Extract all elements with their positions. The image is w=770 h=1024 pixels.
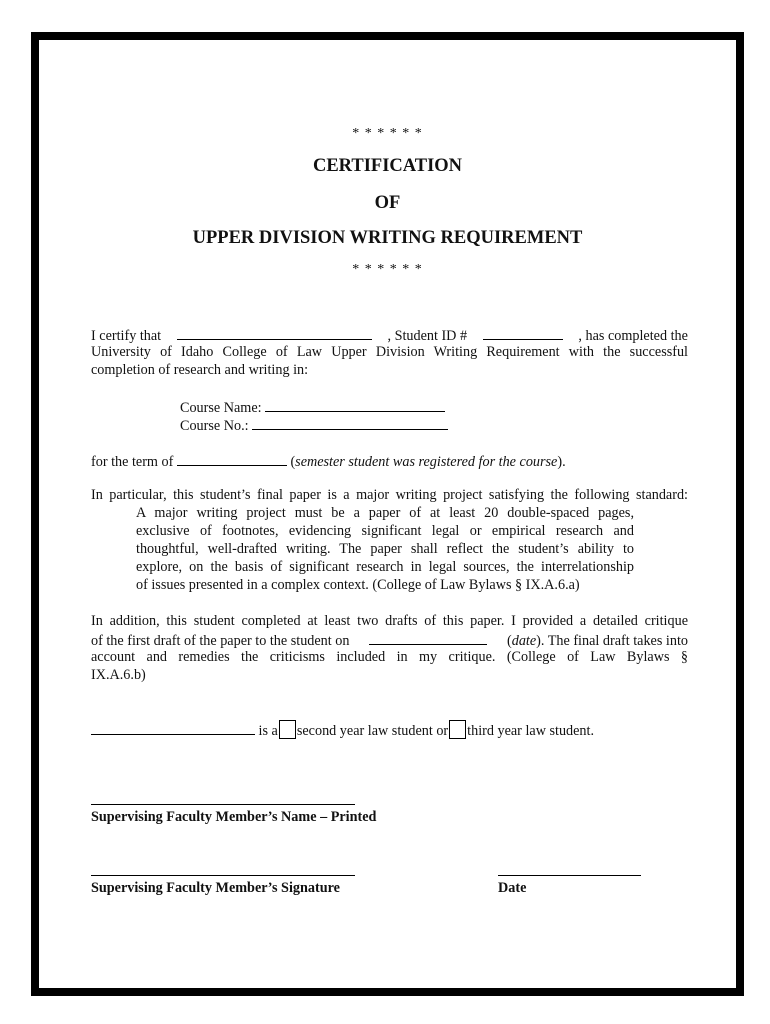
certify-line-3: completion of research and writing in: <box>91 362 309 378</box>
course-name-row <box>180 398 445 417</box>
standard-line-4: explore, on the basis of significant research in legal sources, the interrelationship <box>136 559 634 575</box>
certify-line-2: University of Idaho College of Law Upper Division Writing Requirement with the successful <box>91 344 688 360</box>
addition-line-2: of the first draft of the paper to the student on (date). The final draft takes into <box>91 633 688 649</box>
course-no-field[interactable] <box>252 416 448 430</box>
certify-text-3: , has completed the <box>578 328 688 344</box>
document-page <box>31 32 744 996</box>
addition-text-2b: . The final draft takes into <box>540 633 688 649</box>
addition-line-4: IX.A.6.b) <box>91 667 146 683</box>
student-id-field[interactable] <box>483 326 563 340</box>
course-name-label: Course Name: <box>180 400 262 416</box>
term-note: semester student was registered for the course <box>295 454 558 470</box>
term-paren-close: ). <box>557 454 566 470</box>
title-of: OF <box>374 193 401 213</box>
term-row <box>91 452 566 471</box>
third-year-label: third year law student. <box>467 723 595 739</box>
printed-name-line[interactable] <box>91 804 355 805</box>
certify-line-1 <box>91 326 688 345</box>
title-requirement: UPPER DIVISION WRITING REQUIREMENT <box>192 228 583 248</box>
printed-name-label: Supervising Faculty Member’s Name – Printed <box>91 809 377 825</box>
particular-intro: In particular, this student’s final paper is a major writing project satisfying the following standard: <box>91 487 688 503</box>
signature-label: Supervising Faculty Member’s Signature <box>91 880 340 896</box>
draft-date-field[interactable] <box>369 631 487 645</box>
is-a-text: is a <box>258 723 278 739</box>
third-year-checkbox[interactable] <box>449 720 466 739</box>
year-row <box>91 720 594 740</box>
standard-line-5: of issues presented in a complex context. (College of Law Bylaws § IX.A.6.a) <box>136 577 580 593</box>
student-name-field[interactable] <box>177 326 372 340</box>
certify-text-1: I certify that <box>91 328 162 344</box>
signature-line[interactable] <box>91 875 355 876</box>
second-year-label: second year law student or <box>296 723 449 739</box>
term-field[interactable] <box>177 452 287 466</box>
addition-line-3: account and remedies the criticisms included in my critique. (College of Law Bylaws § <box>91 649 688 665</box>
standard-line-3: thoughtful, well-drafted writing. The paper shall reflect the student’s ability to <box>136 541 634 557</box>
course-no-row <box>180 416 448 435</box>
date-label: Date <box>498 880 527 896</box>
date-line[interactable] <box>498 875 641 876</box>
addition-line-1: In addition, this student completed at least two drafts of this paper. I provided a detailed critique <box>91 613 688 629</box>
term-paren-open: ( <box>290 454 296 470</box>
certify-text-2: , Student ID # <box>387 328 468 344</box>
student-name-field-2[interactable] <box>91 721 255 735</box>
stars-divider-top: * * * * * * <box>352 126 423 141</box>
standard-line-2: exclusive of footnotes, evidencing significant legal or empirical research and <box>136 523 634 539</box>
term-label: for the term of <box>91 454 174 470</box>
course-no-label: Course No.: <box>180 418 249 434</box>
second-year-checkbox[interactable] <box>279 720 296 739</box>
date-note: date <box>511 633 537 649</box>
stars-divider-bottom: * * * * * * <box>352 262 423 277</box>
standard-line-1: A major writing project must be a paper of at least 20 double-spaced pages, <box>136 505 634 521</box>
addition-text-2a: of the first draft of the paper to the student on <box>91 633 350 649</box>
title-certification: CERTIFICATION <box>312 156 463 176</box>
course-name-field[interactable] <box>265 398 445 412</box>
